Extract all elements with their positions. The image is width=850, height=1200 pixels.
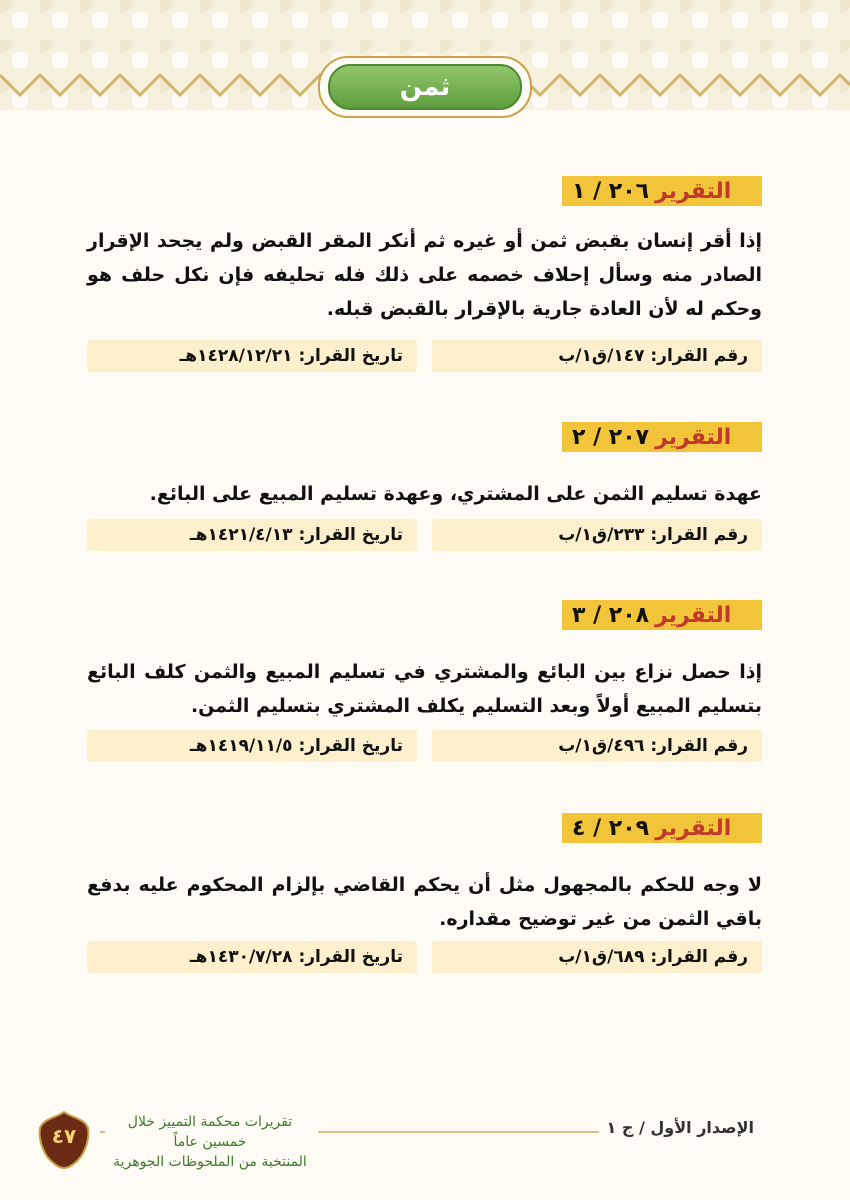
section-header [562,600,762,630]
decision-number: رقم القرار: ٤٩٦/ق١/ب [432,730,762,762]
section-label: التقرير [655,178,732,204]
chapter-title: ثمن [328,64,522,110]
ruling-text: إذا حصل نزاع بين البائع والمشتري في تسليم المبيع والثمن كلف البائع بتسليم المبيع أولاً وبعد التسليم يكلف المشتري بتسليم الثمن. [87,661,762,717]
section-label: التقرير [655,424,732,450]
ruling-text: إذا أقر إنسان بقبض ثمن أو غيره ثم أنكر المقر القبض ولم يجحد الإقرار الصادر منه وسأل إحلاف خصمه على ذلك فله تحليفه فإن نكل حلف هو وحكم له لأن العادة جارية بالإقرار بالقبض قبله. [87,230,762,320]
section-header [562,176,762,206]
ruling-section-4 [87,813,762,978]
book-title-line1: تقريرات محكمة التمييز خلال خمسين عاماً [127,1114,293,1150]
ruling-section-1 [87,176,762,376]
section-number: ٢٠٨ / ٣ [572,602,650,628]
ruling-text: عهدة تسليم الثمن على المشتري، وعهدة تسليم المبيع على البائع. [149,483,762,505]
decision-date: تاريخ القرار: ١٤٢٨/١٢/٢١هـ [87,340,417,372]
ruling-section-2 [87,422,762,552]
decision-number: رقم القرار: ٦٨٩/ق١/ب [432,941,762,973]
section-number: ٢٠٦ / ١ [572,178,650,204]
decision-number: رقم القرار: ٢٣٣/ق١/ب [432,519,762,551]
decision-date: تاريخ القرار: ١٤٣٠/٧/٢٨هـ [87,941,417,973]
section-header [562,422,762,452]
decision-date: تاريخ القرار: ١٤١٩/١١/٥هـ [87,730,417,762]
decision-date: تاريخ القرار: ١٤٢١/٤/١٣هـ [87,519,417,551]
chapter-title-badge [318,56,532,118]
section-label: التقرير [655,815,732,841]
book-title-line2: المنتخبة من الملحوظات الجوهرية [113,1154,307,1170]
section-label: التقرير [655,602,732,628]
book-title [105,1112,315,1172]
section-number: ٢٠٩ / ٤ [572,815,650,841]
ruling-text: لا وجه للحكم بالمجهول مثل أن يحكم القاضي بإلزام المحكوم عليه بدفع باقي الثمن من غير توضيح مقداره. [87,874,762,930]
ruling-section-3 [87,600,762,765]
section-number: ٢٠٧ / ٢ [572,424,650,450]
decision-number: رقم القرار: ١٤٧/ق١/ب [432,340,762,372]
volume-label: الإصدار الأول / ج ١ [599,1118,762,1137]
page-number: ٤٧ [51,1124,77,1148]
section-header [562,813,762,843]
